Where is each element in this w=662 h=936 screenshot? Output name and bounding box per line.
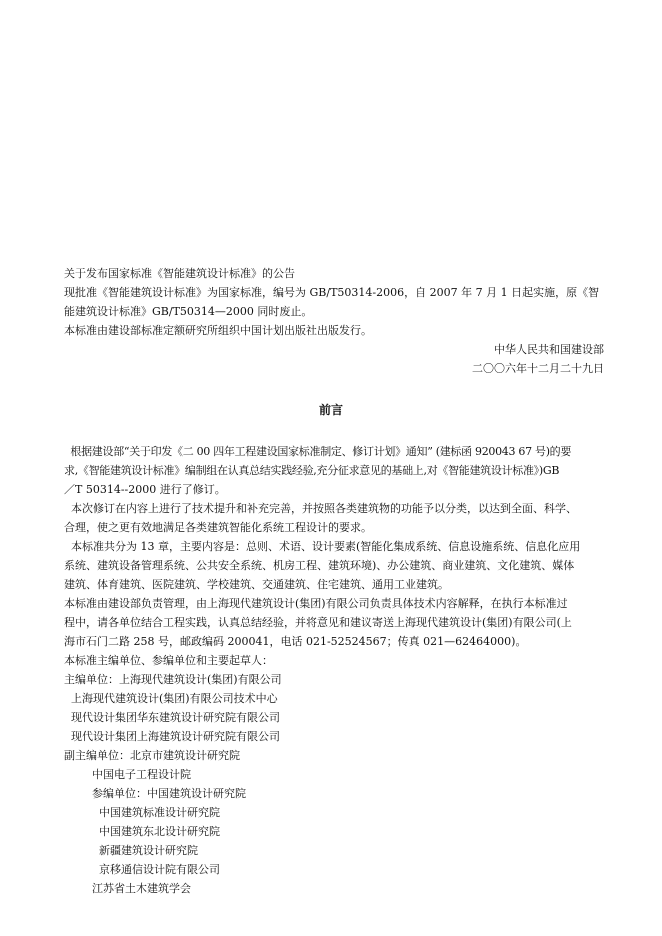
preface-line: 主编单位：上海现代建筑设计(集团)有限公司	[64, 673, 282, 686]
preface-line: 本标准主编单位、参编单位和主要起草人：	[64, 654, 273, 667]
preface-line: 中国电子工程设计院	[64, 768, 191, 781]
issue-date: 二〇〇六年十二月二十九日	[472, 362, 604, 375]
preface-line: 新疆建筑设计研究院	[64, 844, 198, 857]
preface-line: 现代设计集团上海建筑设计研究院有限公司	[64, 730, 280, 743]
preface-line: 本标准共分为 13 章，主要内容是：总则、术语、设计要素(智能化集成系统、信息设施系统、信息化应用	[64, 540, 581, 553]
preface-line: 建筑、体育建筑、医院建筑、学校建筑、交通建筑、住宅建筑、通用工业建筑。	[64, 578, 449, 591]
preface-line: 求,《智能建筑设计标准》编制组在认真总结实践经验,充分征求意见的基础上,对《智能建筑设计标准》)GB	[64, 464, 560, 477]
preface-line: 中国建筑标准设计研究院	[64, 806, 220, 819]
announcement-body-line: 本标准由建设部标准定额研究所组织中国计划出版社出版发行。	[64, 324, 372, 337]
preface-line: 现代设计集团华东建筑设计研究院有限公司	[64, 711, 280, 724]
issuer: 中华人民共和国建设部	[494, 343, 604, 356]
preface-line: 参编单位：中国建筑设计研究院	[64, 787, 246, 800]
announcement-body-line: 现批准《智能建筑设计标准》为国家标准，编号为 GB/T50314-2006，自 2007 年 7 月 1 日起实施，原《智	[64, 286, 600, 299]
preface-line: 中国建筑东北设计研究院	[64, 825, 220, 838]
announcement-section	[64, 264, 604, 378]
preface-line: 京移通信设计院有限公司	[64, 863, 220, 876]
preface-section	[64, 442, 604, 898]
preface-line: 江苏省土木建筑学会	[64, 882, 191, 895]
preface-line: 海市石门二路 258 号，邮政编码 200041，电话 021-52524567；传真 021—62464000)。	[64, 635, 527, 648]
preface-line: 副主编单位：北京市建筑设计研究院	[64, 749, 240, 762]
announcement-body-line: 能建筑设计标准》GB/T50314—2000 同时废止。	[64, 305, 313, 318]
preface-line: 本标准由建设部负责管理，由上海现代建筑设计(集团)有限公司负责具体技术内容解释，在执行本标准过	[64, 597, 568, 610]
preface-heading: 前言	[318, 403, 343, 417]
preface-line: 合理，使之更有效地满足各类建筑智能化系统工程设计的要求。	[64, 521, 372, 534]
announcement-title: 关于发布国家标准《智能建筑设计标准》的公告	[64, 267, 295, 280]
preface-line: 上海现代建筑设计(集团)有限公司技术中心	[64, 692, 278, 705]
preface-line: 本次修订在内容上进行了技术提升和补充完善，并按照各类建筑物的功能予以分类，以达到全面、科学、	[64, 502, 577, 515]
preface-line: 程中，请各单位结合工程实践，认真总结经验，并将意见和建议寄送上海现代建筑设计(集团)有限公司(上	[64, 616, 572, 629]
preface-line: ／T 50314--2000 进行了修订。	[64, 483, 226, 496]
preface-line: 系统、建筑设备管理系统、公共安全系统、机房工程、建筑环境)、办公建筑、商业建筑、文化建筑、媒体	[64, 559, 575, 572]
preface-line: 根据建设部“关于印发《二 00 四年工程建设国家标准制定、修订计划》通知” (建标函 920043 67 号)的要	[64, 445, 572, 458]
